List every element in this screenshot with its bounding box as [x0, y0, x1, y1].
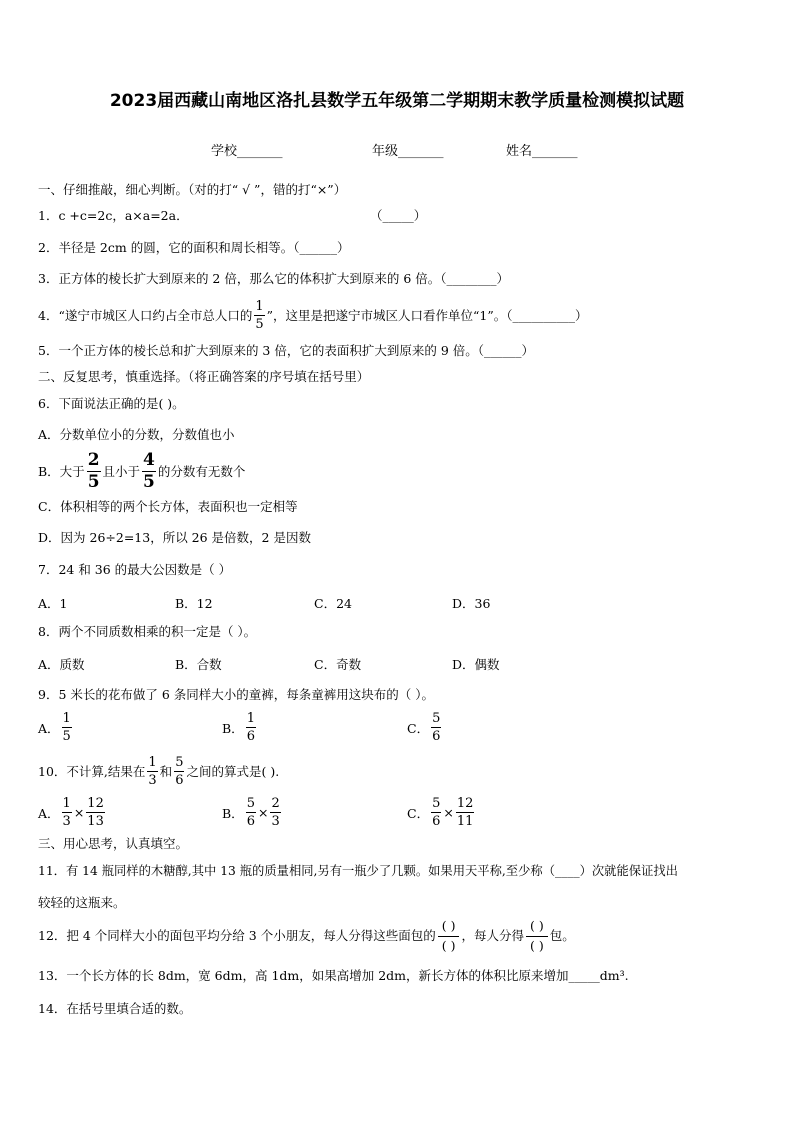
name-field[interactable]: 姓名_______ [506, 144, 578, 159]
blank-denominator[interactable]: ( ) [441, 937, 456, 953]
fraction-numerator: 5 [432, 711, 441, 726]
question-1-answer[interactable]: （_____） [370, 208, 427, 223]
question-8-option-d[interactable]: D．偶数 [452, 657, 500, 672]
blank-fraction[interactable] [438, 920, 460, 952]
fraction-numerator: 1 [148, 755, 157, 770]
question-10-option-a[interactable] [38, 797, 107, 828]
fraction [62, 712, 72, 743]
fraction-denominator: 6 [246, 814, 255, 829]
question-14: 14．在括号里填合适的数。 [38, 1001, 192, 1016]
blank-numerator[interactable]: ( ) [438, 920, 460, 937]
question-9: 9．5 米长的花布做了 6 条同样大小的童裤，每条童裤用这块布的（ ）。 [38, 687, 435, 702]
question-11-line-1: 11．有 14 瓶同样的木糖醇,其中 13 瓶的质量相同,另有一瓶少了几颗。如果用天平称,至少称（____）次就能保证找出 [38, 864, 678, 878]
fraction-denominator: 6 [432, 729, 441, 744]
page-title: 2023届西藏山南地区洛扎县数学五年级第二学期期末教学质量检测模拟试题 [109, 91, 685, 111]
fraction [456, 797, 475, 828]
times-sign: × [73, 805, 85, 820]
fraction [86, 797, 105, 828]
question-4-text-pre: 4．“遂宁市城区人口约占全市总人口的 [38, 307, 253, 323]
blank-fraction[interactable] [526, 920, 548, 952]
option-label: B． [222, 720, 244, 736]
question-12-text-pre: 12．把 4 个同样大小的面包平均分给 3 个小朋友，每人分得这些面包的 [38, 928, 436, 943]
fraction-denominator: 6 [246, 729, 255, 744]
blank-denominator[interactable]: ( ) [529, 937, 544, 953]
section3-heading: 三、用心思考，认真填空。 [38, 836, 189, 851]
fraction-numerator: 5 [432, 796, 441, 811]
question-5: 5．一个正方体的棱长总和扩大到原来的 3 倍，它的表面积扩大到原来的 9 倍。（______） [38, 343, 535, 358]
fraction [87, 452, 101, 491]
fraction [142, 452, 156, 491]
question-8: 8．两个不同质数相乘的积一定是（ ）。 [38, 624, 257, 639]
grade-field[interactable]: 年级_______ [372, 144, 444, 159]
option-b-text-mid: 且小于 [102, 463, 141, 479]
option-label: C． [407, 720, 430, 736]
option-b-text-post: 的分数有无数个 [157, 463, 246, 479]
times-sign: × [257, 805, 269, 820]
question-9-option-a[interactable] [38, 712, 74, 743]
question-1: 1．c +c=2c，a×a=2a． [38, 208, 189, 223]
fraction-denominator: 6 [432, 814, 441, 829]
question-10-option-c[interactable] [407, 797, 476, 828]
question-4-text-post: ”，这里是把遂宁市城区人口看作单位“1”。（__________） [266, 307, 588, 323]
fraction-numerator: 12 [87, 796, 104, 811]
fraction [246, 712, 256, 743]
section2-heading: 二、反复思考，慎重选择。（将正确答案的序号填在括号里） [38, 369, 370, 384]
question-12-text-post: 包。 [549, 928, 575, 943]
question-6: 6．下面说法正确的是( )。 [38, 396, 185, 411]
question-6-option-b[interactable] [38, 452, 245, 491]
option-b-text-pre: B．大于 [38, 463, 85, 479]
fraction [147, 756, 157, 787]
question-12 [38, 920, 575, 952]
fraction-denominator: 5 [62, 729, 71, 744]
question-7: 7．24 和 36 的最大公因数是（ ） [38, 562, 232, 577]
fraction-numerator: 5 [246, 796, 255, 811]
times-sign: × [443, 805, 454, 820]
fraction-numerator: 12 [456, 796, 474, 811]
fraction-denominator: 5 [255, 317, 264, 332]
question-11-line-2: 较轻的这瓶来。 [38, 895, 126, 910]
blank-numerator[interactable]: ( ) [526, 920, 548, 937]
fraction [270, 797, 280, 828]
question-10-text-pre: 10．不计算,结果在 [38, 763, 146, 779]
fraction [174, 756, 184, 787]
school-field[interactable]: 学校_______ [211, 144, 283, 159]
question-9-option-b[interactable] [222, 712, 258, 743]
fraction-numerator: 4 [143, 450, 155, 470]
fraction-denominator: 11 [456, 814, 474, 829]
fraction-numerator: 1 [246, 711, 255, 726]
question-6-option-d[interactable]: D．因为 26÷2=13，所以 26 是倍数，2 是因数 [38, 530, 311, 545]
question-12-text-mid: ，每人分得 [461, 928, 524, 943]
fraction-numerator: 2 [87, 450, 100, 470]
question-7-option-d[interactable]: D．36 [452, 596, 491, 611]
fraction-denominator: 6 [175, 773, 184, 788]
question-10-text-mid: 和 [159, 763, 173, 779]
question-7-option-c[interactable]: C．24 [314, 596, 352, 611]
fraction-numerator: 1 [62, 796, 71, 811]
fraction-denominator: 13 [87, 814, 104, 829]
fraction-denominator: 5 [87, 472, 100, 492]
fraction-denominator: 3 [148, 773, 157, 788]
question-7-option-b[interactable]: B．12 [175, 596, 213, 611]
option-label: B． [222, 805, 244, 821]
question-10-text-post: 之间的算式是( ). [186, 763, 280, 779]
question-7-option-a[interactable]: A．1 [38, 596, 68, 611]
question-8-option-c[interactable]: C．奇数 [314, 657, 362, 672]
option-label: A． [38, 720, 60, 736]
question-10 [38, 756, 279, 787]
option-label: A． [38, 805, 60, 821]
fraction-numerator: 1 [255, 299, 264, 314]
fraction-numerator: 1 [62, 711, 71, 726]
fraction-numerator: 2 [271, 796, 280, 811]
question-8-option-b[interactable]: B．合数 [175, 657, 222, 672]
question-2: 2．半径是 2cm 的圆，它的面积和周长相等。（______） [38, 240, 350, 255]
fraction [431, 712, 441, 743]
fraction [254, 300, 264, 331]
fraction-numerator: 5 [175, 755, 184, 770]
question-6-option-c[interactable]: C．体积相等的两个长方体，表面积也一定相等 [38, 499, 298, 514]
fraction [431, 797, 441, 828]
fraction [62, 797, 72, 828]
question-8-option-a[interactable]: A．质数 [38, 657, 85, 672]
question-6-option-a[interactable]: A．分数单位小的分数，分数值也小 [38, 427, 235, 442]
fraction-denominator: 5 [143, 472, 155, 492]
question-10-option-b[interactable] [222, 797, 283, 828]
question-9-option-c[interactable] [407, 712, 443, 743]
fraction-denominator: 3 [271, 814, 280, 829]
question-3: 3．正方体的棱长扩大到原来的 2 倍，那么它的体积扩大到原来的 6 倍。（________） [38, 271, 510, 286]
question-13: 13．一个长方体的长 8dm，宽 6dm，高 1dm，如果高增加 2dm，新长方体的体积比原来增加_____dm³. [38, 968, 629, 983]
question-4 [38, 300, 588, 331]
fraction [246, 797, 256, 828]
section1-heading: 一、仔细推敲，细心判断。（对的打“ √ ”，错的打“×”） [38, 182, 347, 197]
fraction-denominator: 3 [62, 814, 71, 829]
option-label: C． [407, 805, 430, 821]
